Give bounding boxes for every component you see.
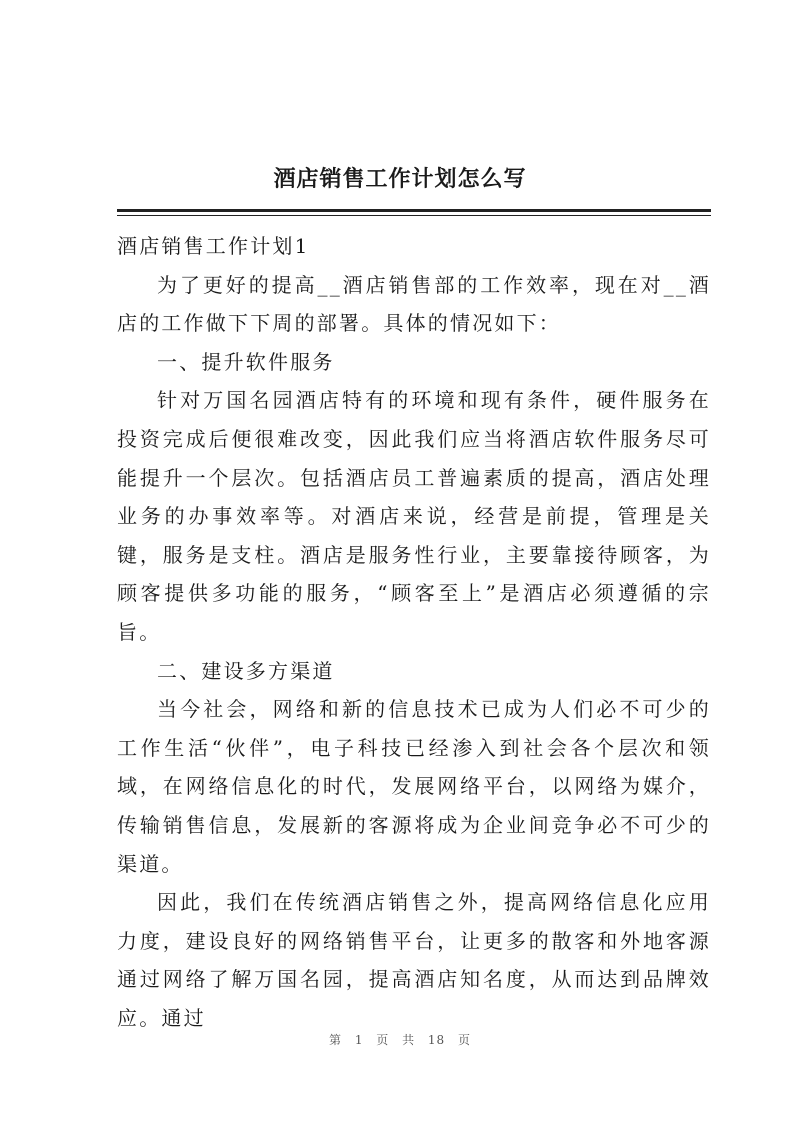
heading-software-service: 一、提升软件服务	[157, 349, 335, 374]
paragraph-channels: 当今社会，网络和新的信息技术已成为人们必不可少的工作生活“伙伴”，电子科技已经渗入到社会各个层次和领域，在网络信息化的时代，发展网络平台，以网络为媒介，传输销售信息，发展新的客源将成为企业间竞争必不可少的渠道。	[117, 697, 711, 876]
title-rule-thin	[117, 215, 711, 216]
heading-channels: 二、建设多方渠道	[157, 658, 335, 683]
document-title: 酒店销售工作计划怎么写	[273, 166, 527, 192]
section-subtitle: 酒店销售工作计划1	[117, 234, 310, 258]
document-body	[117, 227, 711, 1037]
title-rule-thick	[117, 209, 711, 212]
paragraph-network: 因此，我们在传统酒店销售之外，提高网络信息化应用力度，建设良好的网络销售平台，让更多的散客和外地客源通过网络了解万国名园，提高酒店知名度，从而达到品牌效应。通过	[117, 890, 711, 1030]
paragraph-software-service: 针对万国名园酒店特有的环境和现有条件，硬件服务在投资完成后便很难改变，因此我们应当将酒店软件服务尽可能提升一个层次。包括酒店员工普遍素质的提高，酒店处理业务的办事效率等。对酒店来说，经营是前提，管理是关键，服务是支柱。酒店是服务性行业，主要靠接待顾客，为顾客提供多功能的服务，“顾客至上”是酒店必须遵循的宗旨。	[117, 388, 711, 644]
page-number: 第 1 页 共 18 页	[329, 1033, 471, 1047]
paragraph-intro: 为了更好的提高__酒店销售部的工作效率，现在对__酒店的工作做下下周的部署。具体的情况如下：	[117, 272, 711, 336]
